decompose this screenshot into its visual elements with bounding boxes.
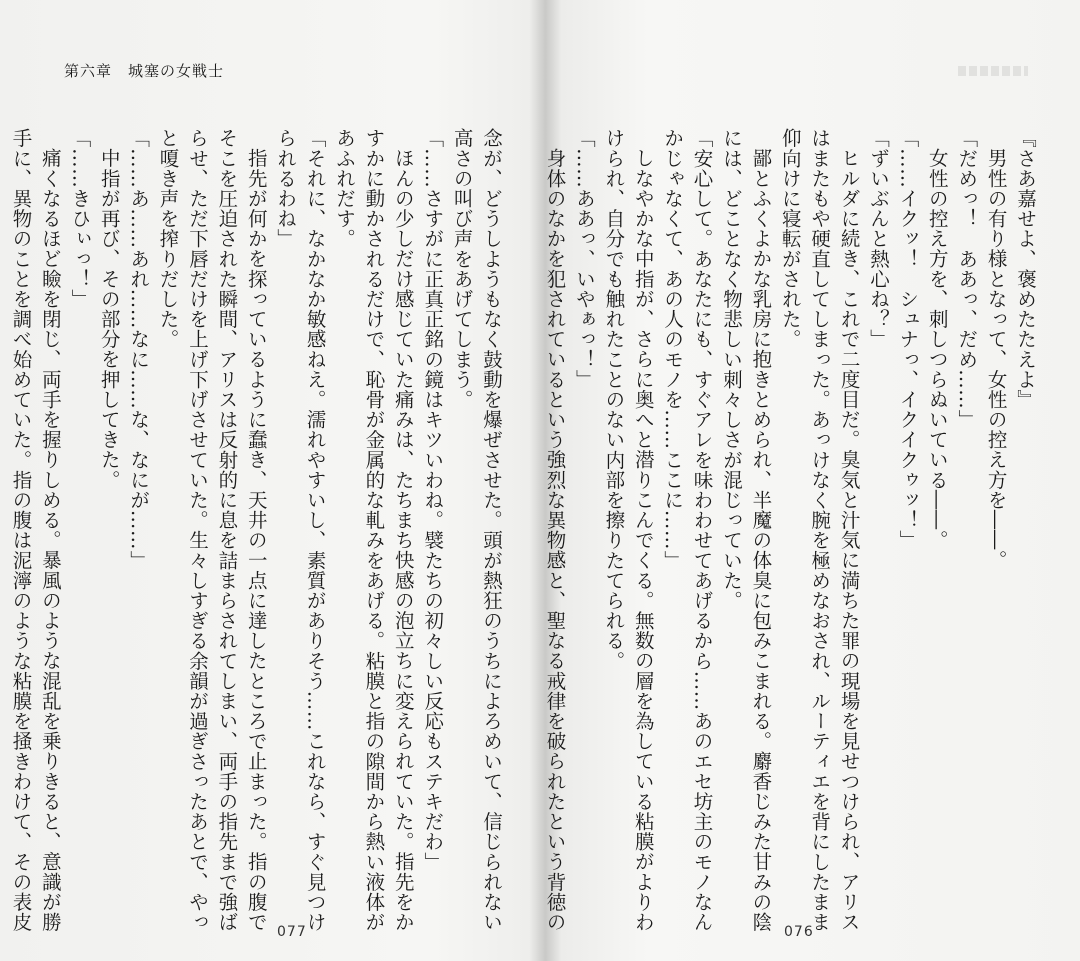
text-line: 「……ああっ、いやぁっ！」 xyxy=(572,128,596,390)
text-line: らせ、ただ下唇だけを上げ下げさせていた。生々しすぎる余韻が過ぎさったあとで、やっ xyxy=(185,128,209,932)
right-page xyxy=(543,0,1080,961)
running-head: 第六章 城塞の女戦士 xyxy=(64,62,225,80)
text-line: すかに動かされるだけで、恥骨が金属的な軋みをあげる。粘膜と指の隙間から熱い液体が xyxy=(362,128,386,932)
text-line: けられ、自分でも触れたことのない内部を擦りたてられる。 xyxy=(602,128,626,671)
text-line: 手に、異物のことを調べ始めていた。指の腹は泥濘のような粘膜を掻きわけて、その表皮 xyxy=(9,128,33,932)
text-line: 仰向けに寝転がされた。 xyxy=(778,128,802,350)
page-number-right: 076 xyxy=(784,924,814,940)
text-line: ほんの少しだけ感じていた痛みは、たちまち快感の泡立ちに変えられていた。指先をか xyxy=(391,147,415,932)
text-line: はまたもや硬直してしまった。あっけなく腕を極めなおされ、ルーティエを背にしたまま xyxy=(808,128,832,932)
text-line: かじゃなくて、あの人のモノを……ここに……」 xyxy=(661,128,685,571)
text-line: 男性の有り様となって、女性の控え方を――。 xyxy=(984,147,1008,570)
text-line: 身体のなかを犯されているという強烈な異物感と、聖なる戒律を破られたという背徳の xyxy=(543,147,567,932)
text-line: 「……さすがに正真正銘の鏡はキツいわね。襞たちの初々しい反応もステキだわ」 xyxy=(421,128,445,872)
text-line: と嗄き声を搾りだした。 xyxy=(156,128,180,350)
page-number-left: 077 xyxy=(277,924,307,940)
text-line: 念が、どうしようもなく鼓動を爆ぜさせた。頭が熱狂のうちによろめいて、信じられない xyxy=(480,128,503,932)
text-line: 『さあ嘉せよ、褒めたたえよ』 xyxy=(1014,128,1037,410)
text-line: 「……きひぃっ！」 xyxy=(68,128,92,309)
text-line: 痛くなるほど瞼を閉じ、両手を握りしめる。暴風のような混乱を乗りきると、意識が勝 xyxy=(38,147,62,932)
text-line: しなやかな中指が、さらに奥へと潜りこんでくる。無数の層を為している粘膜がよりわ xyxy=(631,147,655,932)
text-line: あふれだす。 xyxy=(332,128,356,249)
text-line: 高さの叫び声をあげてしまう。 xyxy=(450,128,474,410)
text-line: には、どことなく物悲しい刺々しさが混じっていた。 xyxy=(719,128,743,611)
faint-running-head xyxy=(958,66,1028,76)
text-line: 「……あ……あれ……なに……な、なにが……」 xyxy=(127,128,151,571)
text-line: られるわね」 xyxy=(274,128,298,249)
text-line: ヒルダに続き、これで二度目だ。臭気と汁気に満ちた罪の現場を見せつけられ、アリス xyxy=(837,147,861,932)
text-line: 「安心して。あなたにも、すぐアレを味わわせてあげるから……あのエセ坊主のモノなん xyxy=(690,128,714,932)
text-line: 「ずいぶんと熱心ね？」 xyxy=(866,128,890,350)
text-line: そこを圧迫された瞬間、アリスは反射的に息を詰まらされてしまい、両手の指先まで強ば xyxy=(215,128,239,932)
text-line: 鄙とふくよかな乳房に抱きとめられ、半魔の体臭に包みこまれる。麝香じみた甘みの陰 xyxy=(749,147,773,932)
text-line: 指先が何かを探っているように蠢き、天井の一点に達したところで止まった。指の腹で xyxy=(244,147,268,932)
text-line: 「それに、なかなか敏感ねえ。濡れやすいし、素質がありそう……これなら、すぐ見つけ xyxy=(303,128,327,932)
text-line: 「だめっ！ ああっ、だめ……」 xyxy=(955,128,979,430)
text-line: 女性の控え方を、刺しつらぬいている――。 xyxy=(925,147,949,550)
text-line: 「……イクッ！ シュナっ、イクイクゥッ！」 xyxy=(896,128,920,551)
text-line: 中指が再び、その部分を押してきた。 xyxy=(97,147,121,490)
